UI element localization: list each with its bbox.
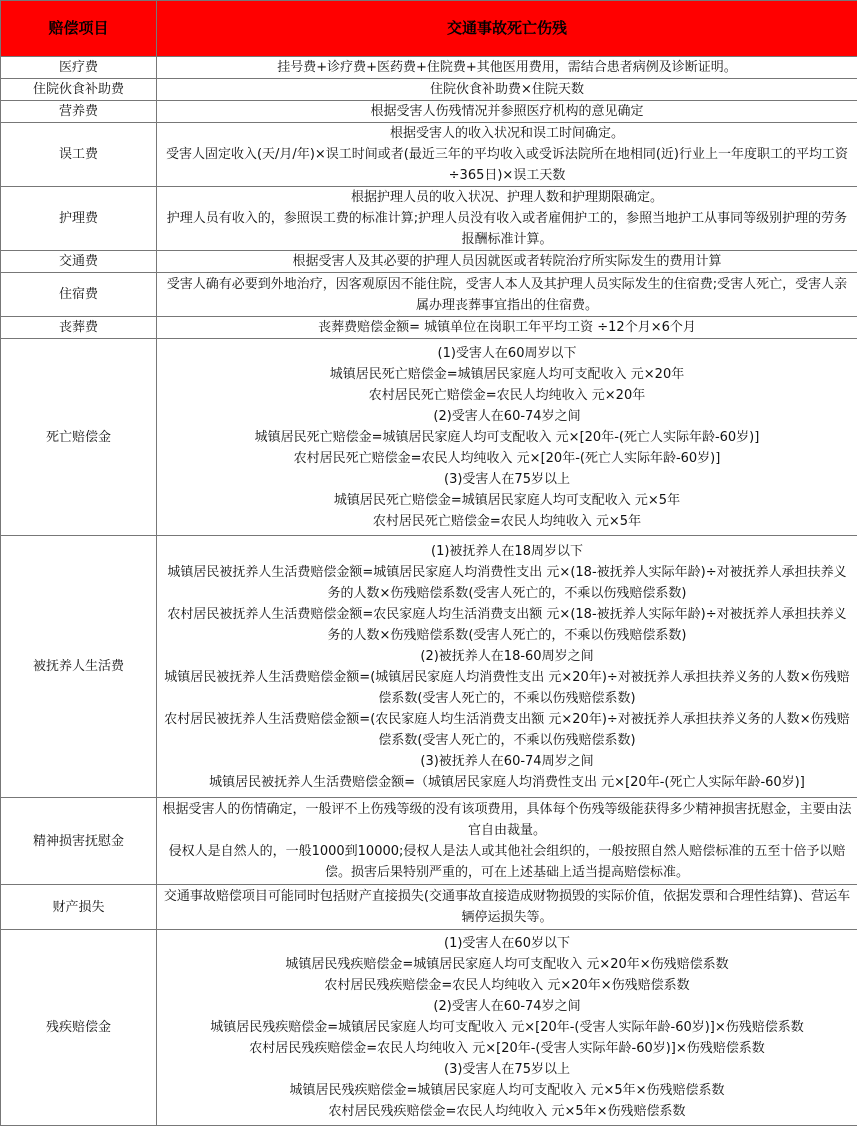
- item-description: [157, 101, 857, 123]
- description-line: 农村居民死亡赔偿金=农民人均纯收入 元×5年: [372, 513, 642, 529]
- description-line: 受害人固定收入(天/月/年)×误工时间或者(最近三年的平均收入或受诉法院所在地相同(近)行业上一年度职工的平均工资÷365日)×误工天数: [165, 147, 848, 183]
- description-line: (3)被抚养人在60-74周岁之间: [420, 753, 594, 769]
- item-name: 住院伙食补助费: [1, 79, 157, 101]
- item-name: 被抚养人生活费: [1, 536, 157, 798]
- item-description: [157, 79, 857, 101]
- item-name: 精神损害抚慰金: [1, 798, 157, 885]
- table-row: [1, 317, 857, 339]
- item-description: [157, 798, 857, 885]
- description-line: 根据受害人伤残情况并参照医疗机构的意见确定: [370, 104, 644, 119]
- description-line: 交通事故赔偿项目可能同时包括财产直接损失(交通事故直接造成财物损毁的实际价值，依据发票和合理性结算)、营运车辆停运损失等。: [163, 889, 851, 925]
- item-description: [157, 536, 857, 798]
- description-line: 农村居民死亡赔偿金=农民人均纯收入 元×[20年-(死亡人实际年龄-60岁)]: [293, 450, 721, 466]
- item-description: [157, 123, 857, 187]
- description-line: 根据受害人的收入状况和误工时间确定。: [389, 126, 624, 141]
- description-line: 侵权人是自然人的，一般1000到10000;侵权人是法人或其他社会组织的，一般按照自然人赔偿标准的五至十倍予以赔偿。损害后果特别严重的，可在上述基础上适当提高赔偿标准。: [168, 844, 846, 880]
- description-line: 城镇居民被抚养人生活费赔偿金额=(城镇居民家庭人均消费性支出 元×20年)÷对被抚养人承担扶养义务的人数×伤残赔偿系数(受害人死亡的，不乘以伤残赔偿系数): [164, 669, 850, 706]
- table-row: [1, 798, 857, 885]
- description-line: 城镇居民残疾赔偿金=城镇居民家庭人均可支配收入 元×5年×伤残赔偿系数: [289, 1083, 725, 1098]
- description-line: 农村居民死亡赔偿金=农民人均纯收入 元×20年: [368, 387, 646, 403]
- description-line: 农村居民残疾赔偿金=农民人均纯收入 元×5年×伤残赔偿系数: [328, 1104, 686, 1119]
- item-description: [157, 885, 857, 930]
- description-line: 挂号费+诊疗费+医药费+住院费+其他医用费用，需结合患者病例及诊断证明。: [277, 60, 737, 75]
- table-header-row: [1, 1, 857, 57]
- header-item-column: 赔偿项目: [1, 1, 157, 57]
- description-line: 根据护理人员的收入状况、护理人数和护理期限确定。: [350, 190, 663, 205]
- item-description: [157, 317, 857, 339]
- description-line: 城镇居民被抚养人生活费赔偿金额=城镇居民家庭人均消费性支出 元×(18-被抚养人实际年龄)÷对被抚养人承担扶养义务的人数×伤残赔偿系数(受害人死亡的，不乘以伤残赔偿系数): [167, 564, 847, 601]
- description-line: 城镇居民死亡赔偿金=城镇居民家庭人均可支配收入 元×20年: [329, 366, 685, 382]
- item-name: 残疾赔偿金: [1, 930, 157, 1126]
- table-body: [1, 1, 857, 1126]
- description-line: (2)受害人在60-74岁之间: [433, 999, 581, 1014]
- description-line: 丧葬费赔偿金额= 城镇单位在岗职工年平均工资 ÷12个月×6个月: [318, 320, 696, 335]
- item-description: [157, 251, 857, 273]
- description-line: 城镇居民死亡赔偿金=城镇居民家庭人均可支配收入 元×5年: [333, 492, 681, 508]
- table-row: [1, 187, 857, 251]
- item-name: 营养费: [1, 101, 157, 123]
- description-line: 城镇居民残疾赔偿金=城镇居民家庭人均可支配收入 元×20年×伤残赔偿系数: [285, 957, 729, 972]
- item-description: [157, 187, 857, 251]
- description-line: (2)被抚养人在18-60周岁之间: [420, 648, 594, 664]
- description-line: (2)受害人在60-74岁之间: [433, 408, 581, 424]
- item-name: 误工费: [1, 123, 157, 187]
- description-line: (1)受害人在60周岁以下: [437, 345, 577, 361]
- description-line: 根据受害人及其必要的护理人员因就医或者转院治疗所实际发生的费用计算: [292, 254, 722, 269]
- table-row: [1, 930, 857, 1126]
- table-row: [1, 101, 857, 123]
- description-line: 城镇居民残疾赔偿金=城镇居民家庭人均可支配收入 元×[20年-(受害人实际年龄-60岁)]×伤残赔偿系数: [210, 1020, 804, 1035]
- table-row: [1, 79, 857, 101]
- header-content-column: 交通事故死亡伤残: [157, 1, 857, 57]
- description-line: 受害人确有必要到外地治疗，因客观原因不能住院，受害人本人及其护理人员实际发生的住宿费;受害人死亡，受害人亲属办理丧葬事宜指出的住宿费。: [166, 276, 848, 313]
- description-line: (3)受害人在75岁以上: [444, 1062, 570, 1077]
- item-name: 丧葬费: [1, 317, 157, 339]
- description-line: (1)受害人在60岁以下: [444, 936, 570, 951]
- description-line: 护理人员有收入的，参照误工费的标准计算;护理人员没有收入或者雇佣护工的，参照当地护工从事同等级别护理的劳务报酬标准计算。: [166, 211, 848, 247]
- table-row: [1, 339, 857, 536]
- item-name: 医疗费: [1, 57, 157, 79]
- table-row: [1, 57, 857, 79]
- table-row: [1, 536, 857, 798]
- item-description: [157, 57, 857, 79]
- description-line: 农村居民残疾赔偿金=农民人均纯收入 元×[20年-(受害人实际年龄-60岁)]×伤残赔偿系数: [249, 1041, 765, 1056]
- item-description: [157, 273, 857, 317]
- item-description: [157, 930, 857, 1126]
- description-line: (1)被抚养人在18周岁以下: [431, 543, 583, 559]
- table-row: [1, 273, 857, 317]
- description-line: 农村居民残疾赔偿金=农民人均纯收入 元×20年×伤残赔偿系数: [324, 978, 690, 993]
- item-description: [157, 339, 857, 536]
- table-row: [1, 123, 857, 187]
- description-line: 根据受害人的伤情确定，一般评不上伤残等级的没有该项费用，具体每个伤残等级能获得多少精神损害抚慰金，主要由法官自由裁量。: [162, 802, 852, 838]
- item-name: 交通费: [1, 251, 157, 273]
- description-line: 农村居民被抚养人生活费赔偿金额=农民家庭人均生活消费支出额 元×(18-被抚养人实际年龄)÷对被抚养人承担扶养义务的人数×伤残赔偿系数(受害人死亡的，不乘以伤残赔偿系数): [167, 606, 847, 643]
- description-line: 城镇居民被抚养人生活费赔偿金额=（城镇居民家庭人均消费性支出 元×[20年-(死亡人实际年龄-60岁)]: [209, 774, 805, 790]
- item-name: 财产损失: [1, 885, 157, 930]
- description-line: 农村居民被抚养人生活费赔偿金额=(农民家庭人均生活消费支出额 元×20年)÷对被抚养人承担扶养义务的人数×伤残赔偿系数(受害人死亡的，不乘以伤残赔偿系数): [164, 711, 850, 748]
- description-line: 住院伙食补助费×住院天数: [430, 82, 584, 97]
- description-line: 城镇居民死亡赔偿金=城镇居民家庭人均可支配收入 元×[20年-(死亡人实际年龄-60岁)]: [254, 429, 760, 445]
- table-row: [1, 885, 857, 930]
- description-line: (3)受害人在75岁以上: [444, 471, 570, 487]
- item-name: 死亡赔偿金: [1, 339, 157, 536]
- item-name: 住宿费: [1, 273, 157, 317]
- table-row: [1, 251, 857, 273]
- item-name: 护理费: [1, 187, 157, 251]
